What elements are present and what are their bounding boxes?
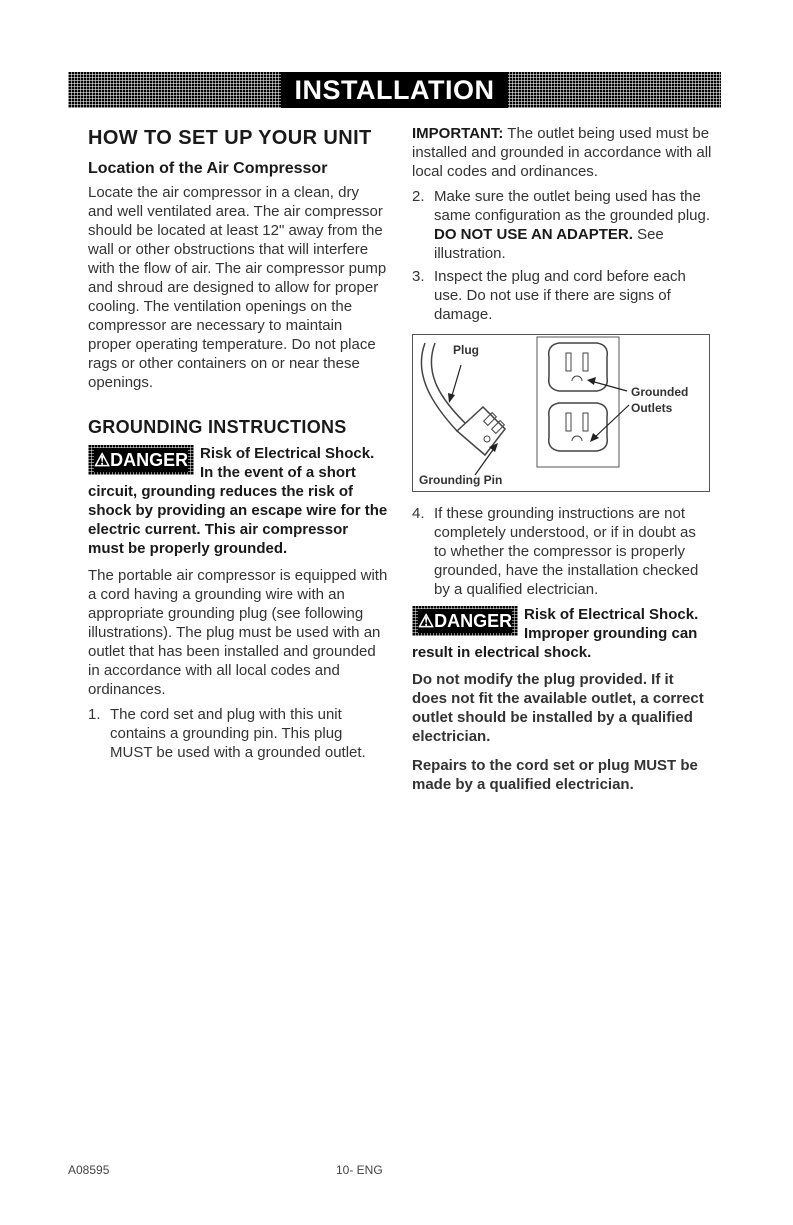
step-text-see: See illustration. — [434, 226, 664, 262]
modify-plug-warning: Do not modify the plug provided. If it does not fit the available outlet, a correct outlet should be installed by a qualified electrician. — [412, 671, 704, 745]
location-paragraph: Locate the air compressor in a clean, dry and well ventilated area. The air compressor should be located at least 12" away from the wall or other obstructions that will interfere with the flow of air. The air compressor pump and shroud are designed to allow for proper cooling. The ventilation openings on the compressor are necessary to maintain proper operating temperature. Do not place rags or other containers on or near these openings. — [88, 184, 387, 391]
step-number: 1. — [88, 706, 101, 723]
steps-list-left — [88, 705, 388, 762]
step-text: Make sure the outlet being used has the same configuration as the grounded plug. — [434, 188, 711, 224]
steps-list-right-2 — [412, 504, 712, 599]
plug-label: Plug — [453, 343, 479, 357]
danger-badge-label: ⚠DANGER — [418, 611, 513, 631]
important-label: IMPORTANT: — [412, 125, 504, 142]
danger-notice-2 — [412, 605, 712, 662]
step-2 — [412, 187, 712, 263]
step-text: Inspect the plug and cord before each use. Do not use if there are signs of damage. — [434, 268, 686, 323]
step-number: 3. — [412, 268, 425, 285]
right-column — [412, 124, 712, 794]
step-4 — [412, 504, 712, 599]
important-paragraph — [412, 124, 712, 181]
outlets-label: Outlets — [631, 401, 673, 415]
page-number: 10- ENG — [336, 1163, 383, 1177]
grounded-label: Grounded — [631, 385, 689, 399]
danger-badge — [88, 445, 194, 475]
portable-paragraph: The portable air compressor is equipped with a cord having a grounding wire with an appropriate grounding plug (see following illustrations). The plug must be used with an outlet that has been installed and grounded in accordance with all local codes and ordinances. — [88, 567, 388, 698]
document-id: A08595 — [68, 1163, 110, 1177]
step-3 — [412, 267, 712, 324]
section-banner — [68, 72, 721, 108]
repairs-warning: Repairs to the cord set or plug MUST be made by a qualified electrician. — [412, 757, 698, 793]
danger-text: Risk of Electrical Shock. Improper grounding can result in electrical shock. — [412, 606, 699, 661]
setup-heading: HOW TO SET UP YOUR UNIT — [88, 127, 372, 149]
danger-badge-label: ⚠DANGER — [94, 450, 189, 470]
adapter-warning: DO NOT USE AN ADAPTER. — [434, 226, 633, 243]
step-number: 4. — [412, 505, 425, 522]
important-text: The outlet being used must be installed and grounded in accordance with all local codes and ordinances. — [412, 125, 712, 180]
danger-notice-1 — [88, 444, 388, 558]
grounding-pin-label: Grounding Pin — [419, 473, 503, 487]
danger-text: Risk of Electrical Shock. In the event of a short circuit, grounding reduces the risk of shock by providing an escape wire for the electric current. This air compressor must be properly grounded. — [88, 445, 388, 557]
step-text: The cord set and plug with this unit contains a grounding pin. This plug MUST be used with a grounded outlet. — [110, 706, 366, 761]
plug-outlet-illustration — [412, 334, 710, 492]
banner-title: INSTALLATION — [281, 72, 509, 108]
step-1 — [88, 705, 388, 762]
location-subheading: Location of the Air Compressor — [88, 160, 328, 177]
step-number: 2. — [412, 188, 425, 205]
step-text: If these grounding instructions are not completely understood, or if in doubt as to whether the compressor is properly grounded, have the installation checked by a qualified electrician. — [434, 505, 699, 598]
steps-list-right — [412, 187, 712, 324]
grounding-heading: GROUNDING INSTRUCTIONS — [88, 417, 347, 437]
danger-badge — [412, 606, 518, 636]
left-column — [88, 124, 388, 766]
